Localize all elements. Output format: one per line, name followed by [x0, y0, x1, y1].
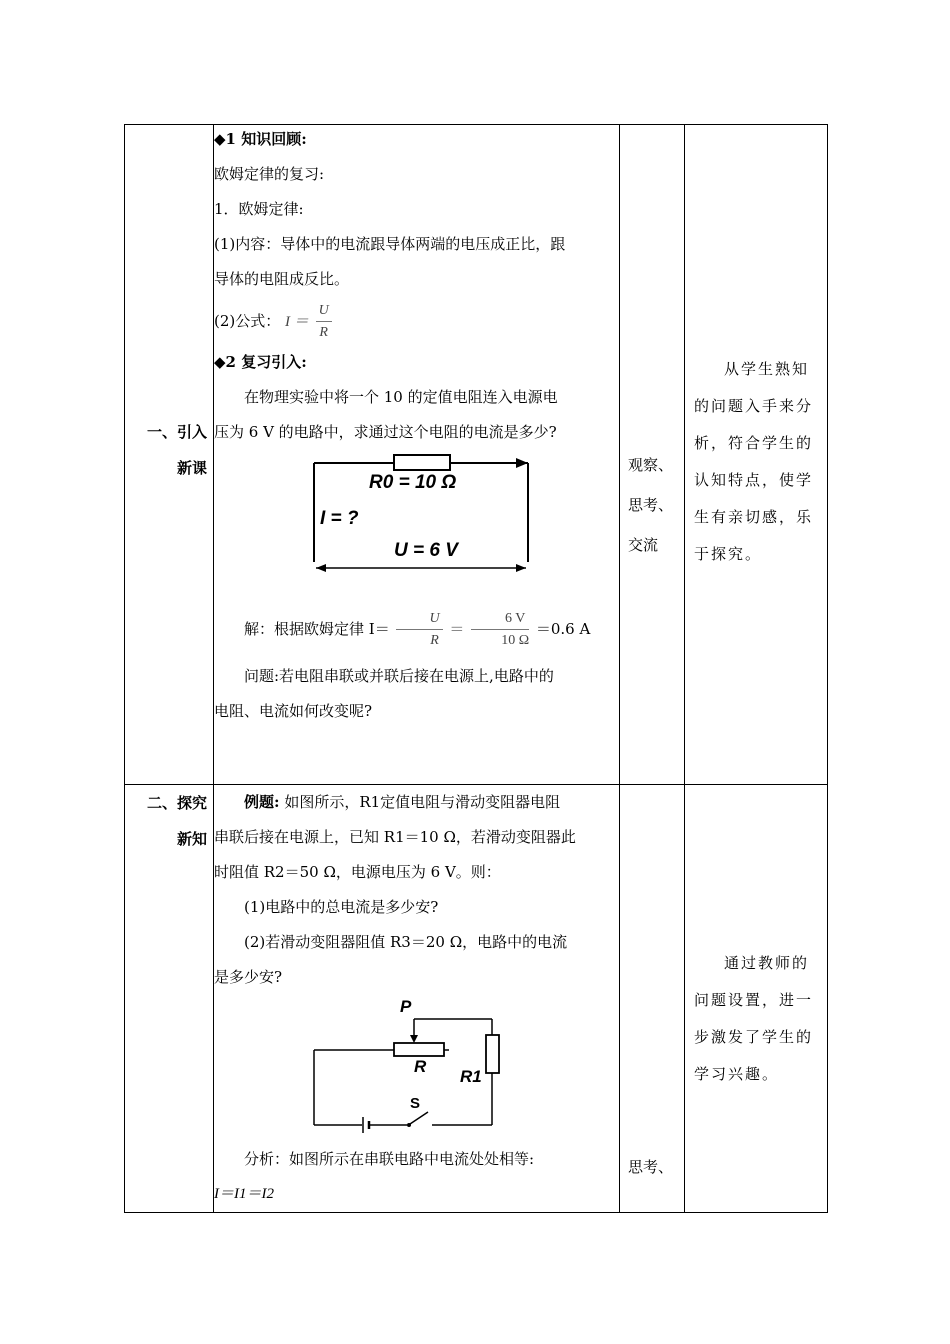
activity-cell-explore [620, 785, 685, 1213]
design-note-explore [685, 945, 827, 1093]
circuit-1-voltage-label: U = 6 V [394, 540, 458, 561]
activity-cell-intro [620, 125, 685, 785]
note-line: 从学生熟知 [724, 360, 810, 378]
solution-equals: ＝ [449, 620, 465, 638]
intro-heading: ◆2 复习引入: [214, 353, 307, 371]
circuit-1-resistor-label: R0 = 10 Ω [369, 472, 457, 493]
circuit-1-current-label: I = ? [320, 508, 359, 529]
section-title-line1: 一、引入 [146, 423, 207, 441]
note-line: 学习兴趣。 [694, 1065, 780, 1083]
formula-lhs: I ＝ [285, 314, 309, 330]
question-line1: 问题:若电阻串联或并联后接在电源上,电路中的 [244, 667, 554, 685]
solution-line [214, 605, 619, 653]
circuit-diagram-1 [214, 450, 619, 595]
note-cell-explore [685, 785, 828, 1213]
formula-label: (2)公式： [214, 312, 281, 330]
analysis-line1: 分析：如图所示在串联电路中电流处处相等: [244, 1150, 535, 1168]
formula-numerator: U [316, 303, 332, 322]
solution-denominator-1: R [430, 633, 439, 648]
circuit-2-slider-label: P [400, 997, 412, 1016]
note-line: 步激发了学生的 [694, 1028, 814, 1046]
note-line: 认知特点，使学 [694, 471, 814, 489]
question-2-line1: (2)若滑动变阻器阻值 R3＝20 Ω，电路中的电流 [244, 933, 568, 951]
note-line: 通过教师的 [724, 954, 810, 972]
note-line: 析，符合学生的 [694, 434, 814, 452]
example-text: 如图所示，R1定值电阻与滑动变阻器电阻 [284, 793, 561, 811]
analysis-line2: I＝I1＝I2 [214, 1186, 274, 1202]
law-content-line2: 导体的电阻成反比。 [214, 270, 350, 288]
solution-denominator-2: 10 Ω [501, 633, 530, 648]
table-row [125, 785, 828, 1213]
circuit-diagram-2 [214, 995, 619, 1137]
formula-denominator: R [319, 325, 328, 340]
example-line2: 串联后接在电源上，已知 R1＝10 Ω，若滑动变阻器此 [214, 828, 576, 846]
question-1: (1)电路中的总电流是多少安? [244, 898, 439, 916]
solution-fraction-1 [396, 611, 442, 649]
review-heading: ◆1 知识回顾: [214, 130, 307, 148]
circuit-2-resistor-label: R1 [460, 1067, 482, 1086]
activity-line1: 思考、 [628, 1158, 674, 1176]
content-cell-intro [214, 125, 620, 785]
law-title: 1．欧姆定律: [214, 200, 304, 218]
law-content-line1: (1)内容：导体中的电流跟导体两端的电压成正比，跟 [214, 235, 566, 253]
activity-line3: 交流 [628, 536, 659, 554]
activity-line1: 观察、 [628, 456, 674, 474]
section-title-line1: 二、探究 [146, 794, 207, 812]
lesson-plan-table [124, 124, 828, 1213]
note-line: 问题设置，进一 [694, 991, 814, 1009]
note-line: 生有亲切感，乐 [694, 508, 814, 526]
question-2-line2: 是多少安? [214, 968, 283, 986]
example-line1 [214, 785, 619, 820]
review-intro: 欧姆定律的复习: [214, 165, 325, 183]
note-cell-intro [685, 125, 828, 785]
note-line: 于探究。 [694, 545, 763, 563]
question-line2: 电阻、电流如何改变呢? [214, 702, 373, 720]
section-cell-intro [125, 125, 214, 785]
problem-line2: 压为 6 V 的电路中，求通过这个电阻的电流是多少? [214, 423, 557, 441]
section-title-line2: 新课 [176, 459, 207, 477]
example-line3: 时阻值 R2＝50 Ω，电源电压为 6 V。则： [214, 863, 501, 881]
example-label: 例题: [244, 793, 280, 811]
design-note-intro [685, 351, 827, 573]
circuit-2-rheostat-label: R [414, 1057, 427, 1076]
solution-numerator-2: 6 V [471, 611, 529, 630]
formula-fraction [316, 303, 332, 341]
activity-line2: 思考、 [628, 496, 674, 514]
formula-line [214, 297, 619, 345]
solution-prefix: 解：根据欧姆定律 I＝ [244, 620, 390, 638]
solution-numerator-1: U [396, 611, 442, 630]
section-title-line2: 新知 [176, 830, 207, 848]
problem-line1: 在物理实验中将一个 10 的定值电阻连入电源电 [244, 388, 558, 406]
table-row [125, 125, 828, 785]
note-line: 的问题入手来分 [694, 397, 814, 415]
content-cell-explore [214, 785, 620, 1213]
solution-fraction-2 [471, 611, 529, 649]
solution-result: ＝0.6 A [535, 620, 591, 638]
circuit-2-switch-label: S [410, 1095, 421, 1112]
section-cell-explore [125, 785, 214, 1213]
